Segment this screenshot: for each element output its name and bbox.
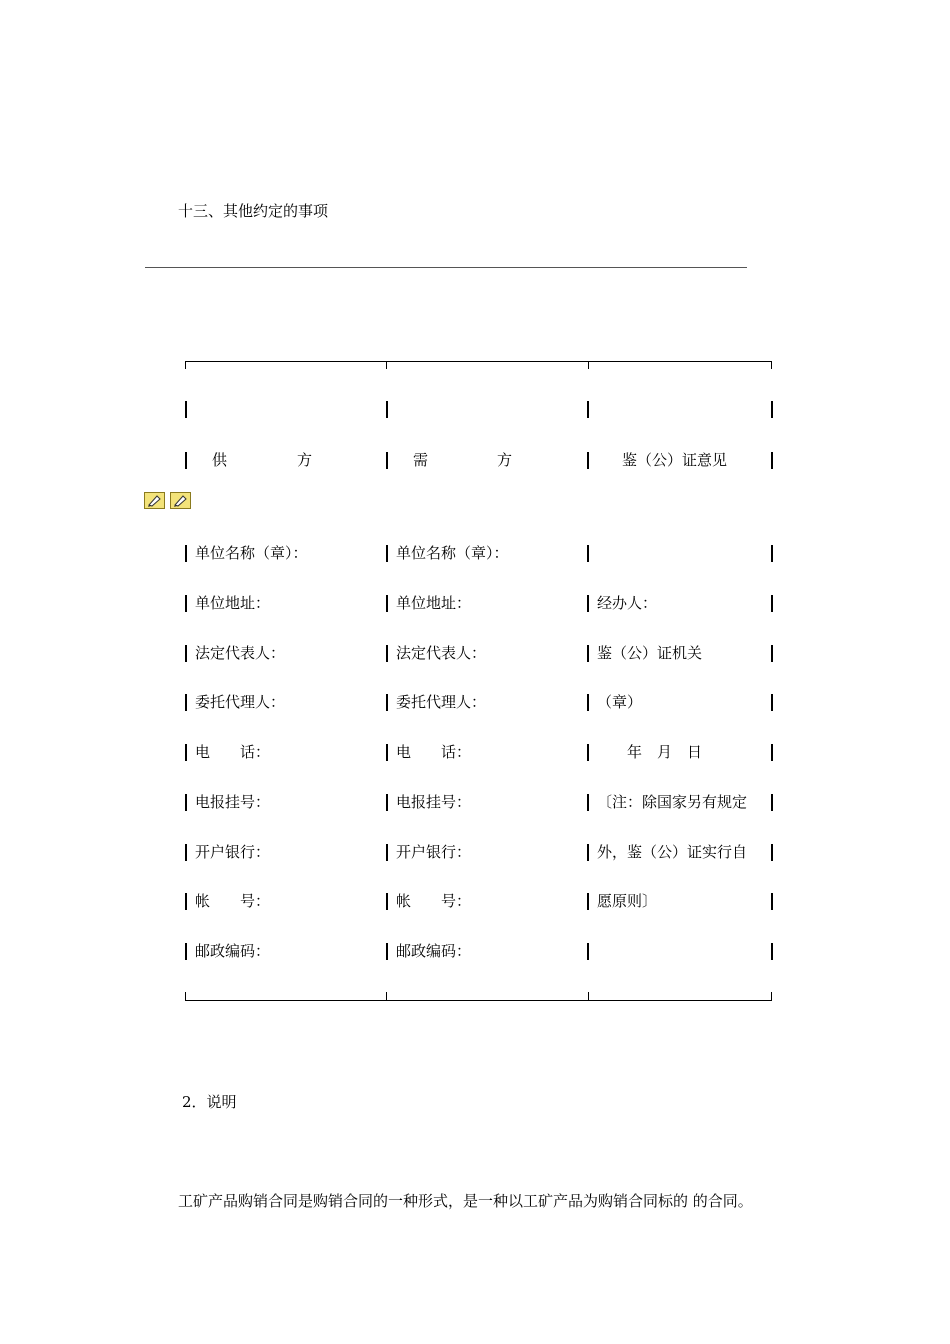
supplier-cell: 单位地址：: [195, 594, 271, 612]
header-buyer-char1: 需: [413, 451, 429, 469]
cell-separator: [771, 943, 773, 960]
notary-cell: 年 月 日: [597, 743, 703, 761]
buyer-cell: 电 话：: [396, 743, 472, 761]
cell-separator: [386, 595, 388, 612]
section-title: 十三、其他约定的事项: [178, 202, 329, 220]
cell-separator: [771, 744, 773, 761]
cell-separator: [771, 645, 773, 662]
cell-separator: [386, 545, 388, 562]
buyer-cell: 单位名称（章）：: [396, 544, 509, 562]
header-buyer-char2: 方: [497, 451, 513, 469]
cell-separator: [185, 893, 187, 910]
cell-separator: [587, 595, 589, 612]
buyer-cell: 开户银行：: [396, 843, 472, 861]
cell-separator: [771, 545, 773, 562]
buyer-cell: 电报挂号：: [396, 793, 472, 811]
cell-separator: [587, 744, 589, 761]
cell-separator: [185, 744, 187, 761]
buyer-cell: 单位地址：: [396, 594, 472, 612]
buyer-cell: 邮政编码：: [396, 942, 472, 960]
supplier-cell: 邮政编码：: [195, 942, 271, 960]
cell-separator: [185, 794, 187, 811]
supplier-cell: 单位名称（章）：: [195, 544, 308, 562]
cell-separator: [185, 645, 187, 662]
supplier-cell: 电报挂号：: [195, 793, 271, 811]
cell-separator: [185, 844, 187, 861]
cell-separator: [386, 844, 388, 861]
cell-separator: [587, 545, 589, 562]
cell-separator: [185, 943, 187, 960]
explanation-text: 工矿产品购销合同是购销合同的一种形式，是一种以工矿产品为购销合同标的 的合同。: [178, 1192, 753, 1210]
supplier-cell: 委托代理人：: [195, 693, 286, 711]
pencil-icon: [170, 492, 191, 509]
cell-separator: [386, 694, 388, 711]
buyer-cell: 法定代表人：: [396, 644, 487, 662]
cell-separator: [587, 893, 589, 910]
blank-fill-line: [145, 267, 747, 268]
cell-separator: [185, 595, 187, 612]
cell-separator: [386, 893, 388, 910]
cell-separator: [771, 893, 773, 910]
cell-separator: [587, 645, 589, 662]
cell-separator: [185, 545, 187, 562]
cell-separator: [587, 943, 589, 960]
supplier-cell: 帐 号：: [195, 892, 271, 910]
header-notary: 鉴（公）证意见: [622, 451, 728, 469]
cell-separator: [771, 844, 773, 861]
notary-cell: （章）: [597, 693, 643, 711]
notary-cell: 外，鉴（公）证实行自: [597, 843, 748, 861]
buyer-cell: 委托代理人：: [396, 693, 487, 711]
cell-separator: [587, 844, 589, 861]
supplier-cell: 开户银行：: [195, 843, 271, 861]
cell-separator: [771, 595, 773, 612]
header-supplier-char1: 供: [212, 451, 228, 469]
cell-separator: [587, 694, 589, 711]
header-supplier-char2: 方: [297, 451, 313, 469]
cell-separator: [771, 794, 773, 811]
notary-cell: 经办人：: [597, 594, 658, 612]
cell-separator: [771, 694, 773, 711]
cell-separator: [386, 943, 388, 960]
notary-cell: 鉴（公）证机关: [597, 644, 703, 662]
cell-separator: [386, 645, 388, 662]
cell-separator: [386, 794, 388, 811]
cell-separator: [185, 694, 187, 711]
pencil-icon: [144, 492, 165, 509]
explanation-heading: 2．说明: [182, 1093, 237, 1111]
notary-cell: 愿原则〕: [597, 892, 658, 910]
supplier-cell: 法定代表人：: [195, 644, 286, 662]
supplier-cell: 电 话：: [195, 743, 271, 761]
cell-separator: [386, 744, 388, 761]
buyer-cell: 帐 号：: [396, 892, 472, 910]
cell-separator: [587, 794, 589, 811]
notary-cell: 〔注：除国家另有规定: [597, 793, 748, 811]
